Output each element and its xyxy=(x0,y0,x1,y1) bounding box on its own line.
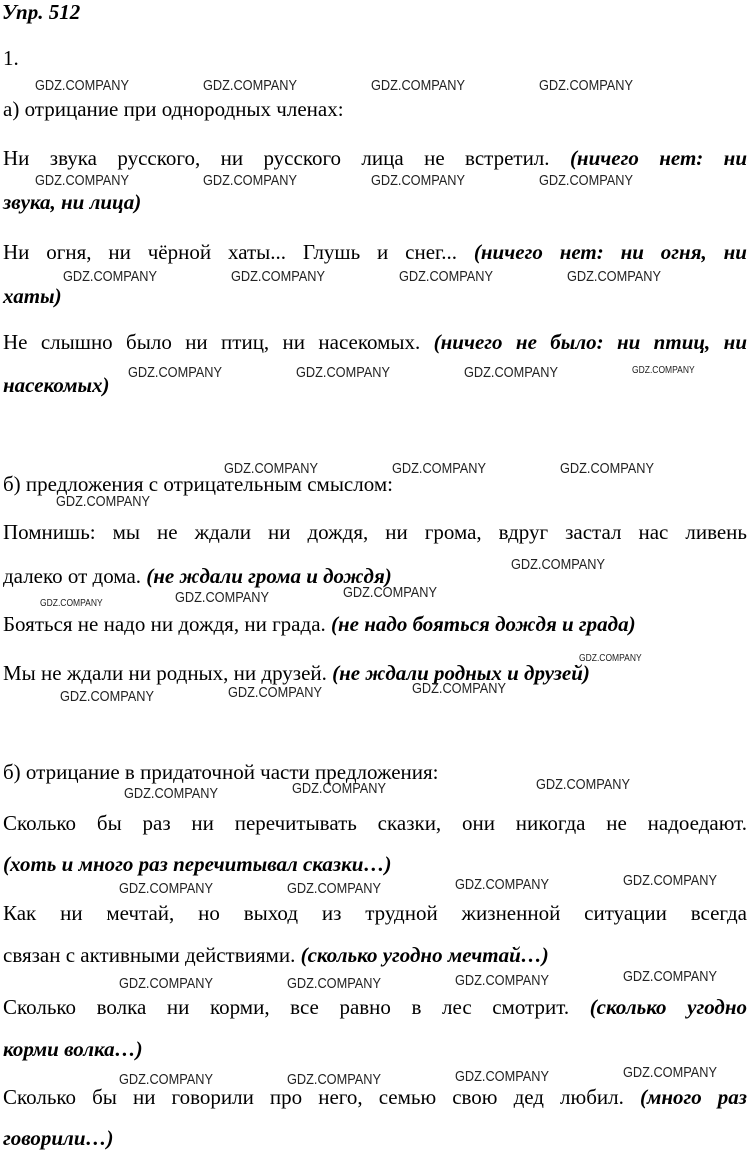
sentence-b1-cont: далеко от дома. (не ждали грома и дождя) xyxy=(3,564,392,588)
item-number: 1. xyxy=(3,46,19,70)
watermark: GDZ.COMPANY xyxy=(292,780,386,797)
watermark: GDZ.COMPANY xyxy=(60,688,154,705)
watermark: GDZ.COMPANY xyxy=(632,365,695,376)
watermark: GDZ.COMPANY xyxy=(119,1071,213,1088)
watermark: GDZ.COMPANY xyxy=(560,460,654,477)
watermark: GDZ.COMPANY xyxy=(175,589,269,606)
watermark: GDZ.COMPANY xyxy=(296,364,390,381)
watermark: GDZ.COMPANY xyxy=(63,268,157,285)
watermark: GDZ.COMPANY xyxy=(228,684,322,701)
watermark: GDZ.COMPANY xyxy=(539,172,633,189)
sentence-c1: Сколько бы раз ни перечитывать сказки, они никогда не надоедают. xyxy=(3,811,747,835)
note-a1: звука, ни лица) xyxy=(3,190,142,214)
watermark: GDZ.COMPANY xyxy=(119,880,213,897)
watermark: GDZ.COMPANY xyxy=(455,876,549,893)
watermark: GDZ.COMPANY xyxy=(464,364,558,381)
sentence-c3: Сколько волка ни корми, все равно в лес смотрит. (сколько угодно xyxy=(3,995,748,1019)
watermark: GDZ.COMPANY xyxy=(412,680,506,697)
watermark: GDZ.COMPANY xyxy=(623,872,717,889)
note-a2: хаты) xyxy=(3,284,62,308)
watermark: GDZ.COMPANY xyxy=(35,77,129,94)
watermark: GDZ.COMPANY xyxy=(287,975,381,992)
watermark: GDZ.COMPANY xyxy=(371,77,465,94)
sentence-a1: Ни звука русского, ни русского лица не встретил. (ничего нет: ни xyxy=(3,146,747,170)
sentence-c2: Как ни мечтай, но выход из трудной жизненной ситуации всегда xyxy=(3,901,747,925)
watermark: GDZ.COMPANY xyxy=(128,364,222,381)
watermark: GDZ.COMPANY xyxy=(40,598,103,609)
sentence-b2: Бояться не надо ни дождя, ни града. (не надо бояться дождя и града) xyxy=(3,612,636,636)
watermark: GDZ.COMPANY xyxy=(56,493,150,510)
watermark: GDZ.COMPANY xyxy=(623,1064,717,1081)
watermark: GDZ.COMPANY xyxy=(511,556,605,573)
watermark: GDZ.COMPANY xyxy=(203,172,297,189)
watermark: GDZ.COMPANY xyxy=(203,77,297,94)
watermark: GDZ.COMPANY xyxy=(539,77,633,94)
watermark: GDZ.COMPANY xyxy=(399,268,493,285)
note-c4: говорили…) xyxy=(3,1126,114,1150)
watermark: GDZ.COMPANY xyxy=(119,975,213,992)
sentence-a3: Не слышно было ни птиц, ни насекомых. (ничего не было: ни птиц, ни xyxy=(3,330,748,354)
exercise-title: Упр. 512 xyxy=(2,0,81,24)
note-c3: корми волка…) xyxy=(3,1037,143,1061)
watermark: GDZ.COMPANY xyxy=(623,968,717,985)
watermark: GDZ.COMPANY xyxy=(371,172,465,189)
watermark: GDZ.COMPANY xyxy=(287,1071,381,1088)
watermark: GDZ.COMPANY xyxy=(124,785,218,802)
sentence-c4: Сколько бы ни говорили про него, семью свою дед любил. (много раз xyxy=(3,1085,748,1109)
watermark: GDZ.COMPANY xyxy=(455,972,549,989)
note-a3: насекомых) xyxy=(3,373,110,397)
sentence-b1: Помнишь: мы не ждали ни дождя, ни грома, вдруг застал нас ливень xyxy=(3,520,747,544)
watermark: GDZ.COMPANY xyxy=(224,460,318,477)
watermark: GDZ.COMPANY xyxy=(455,1068,549,1085)
section-b-heading: б) предложения с отрицательным смыслом: xyxy=(3,472,393,496)
section-a-heading: а) отрицание при однородных членах: xyxy=(3,97,344,121)
watermark: GDZ.COMPANY xyxy=(392,460,486,477)
watermark: GDZ.COMPANY xyxy=(287,880,381,897)
watermark: GDZ.COMPANY xyxy=(35,172,129,189)
watermark: GDZ.COMPANY xyxy=(536,776,630,793)
watermark: GDZ.COMPANY xyxy=(579,653,642,664)
watermark: GDZ.COMPANY xyxy=(567,268,661,285)
watermark: GDZ.COMPANY xyxy=(343,584,437,601)
note-c1: (хоть и много раз перечитывал сказки…) xyxy=(3,852,392,876)
sentence-a2: Ни огня, ни чёрной хаты... Глушь и снег... (ничего нет: ни огня, ни xyxy=(3,240,747,264)
section-c-heading: б) отрицание в придаточной части предложения: xyxy=(3,760,439,784)
sentence-c2-cont: связан с активными действиями. (сколько угодно мечтай…) xyxy=(3,943,549,967)
watermark: GDZ.COMPANY xyxy=(231,268,325,285)
sentence-b3: Мы не ждали ни родных, ни друзей. (не ждали родных и друзей) xyxy=(3,661,590,685)
